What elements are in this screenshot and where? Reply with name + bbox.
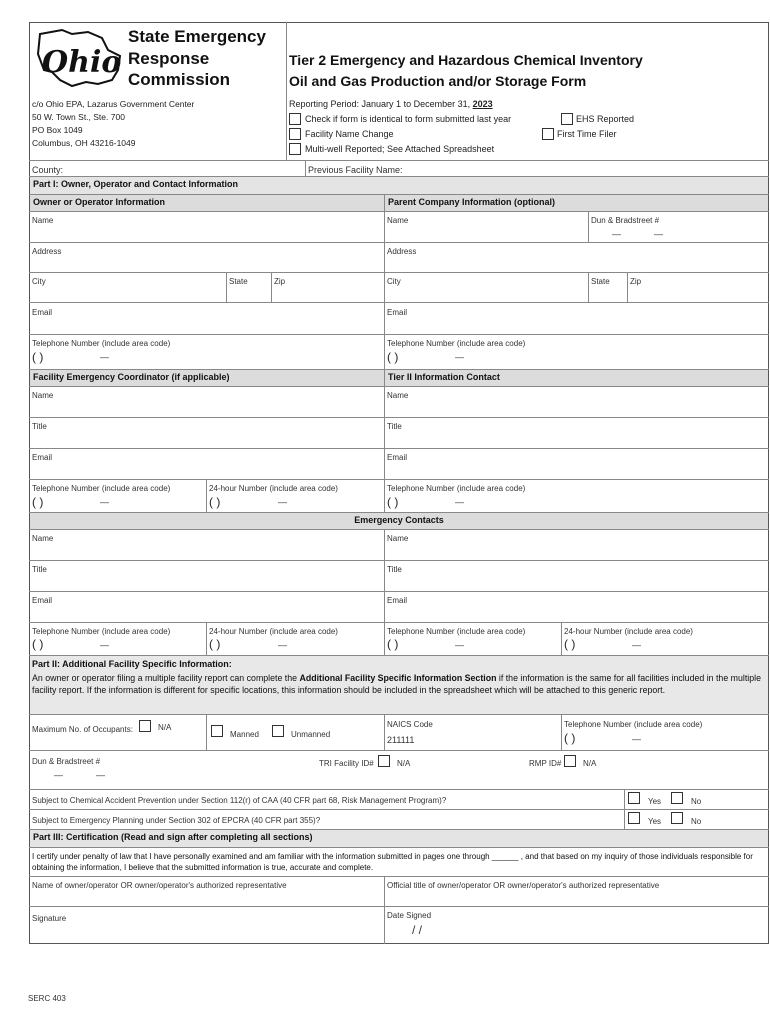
- parent-zip-label: Zip: [630, 277, 642, 286]
- county-label: County:: [32, 165, 64, 175]
- parent-state-label: State: [591, 277, 610, 286]
- owner-name-label: Name: [32, 216, 54, 225]
- naics-label: NAICS Code: [387, 720, 433, 729]
- logo-text: Ohio: [42, 45, 122, 80]
- identical-label: Check if form is identical to form submitted last year: [305, 114, 512, 124]
- emergency1-name-label: Name: [32, 534, 54, 543]
- tri-na-checkbox[interactable]: [378, 755, 390, 767]
- manned-label: Manned: [230, 730, 259, 739]
- tri-label: TRI Facility ID#: [319, 759, 374, 768]
- parent-dun-label: Dun & Bradstreet #: [591, 216, 660, 225]
- part2-phone-label: Telephone Number (include area code): [564, 720, 703, 729]
- parent-header: Parent Company Information (optional): [385, 195, 768, 211]
- manned-checkbox[interactable]: [211, 725, 223, 737]
- caa-no-checkbox[interactable]: [671, 792, 683, 804]
- part2-title: Part II: Additional Facility Specific Information:: [32, 659, 232, 669]
- rmp-na-checkbox[interactable]: [564, 755, 576, 767]
- address-line3: PO Box 1049: [32, 125, 83, 135]
- name-change-checkbox[interactable]: [289, 128, 301, 140]
- form-number: SERC 403: [28, 994, 66, 1003]
- owner-state-label: State: [229, 277, 248, 286]
- previous-name-label: Previous Facility Name:: [308, 165, 403, 175]
- seal-line3: Commission: [128, 70, 231, 89]
- ehs-label: EHS Reported: [576, 114, 635, 124]
- date-signed-label: Date Signed: [387, 911, 432, 920]
- first-time-label: First Time Filer: [557, 129, 617, 139]
- owner-header: Owner or Operator Information: [30, 195, 384, 211]
- multiwell-checkbox[interactable]: [289, 143, 301, 155]
- emergency2-name-label: Name: [387, 534, 409, 543]
- coordinator-24h-label: 24-hour Number (include area code): [209, 484, 338, 493]
- official-title-label: Official title of owner/operator OR owner/operator's authorized representative: [387, 881, 660, 890]
- multiwell-label: Multi-well Reported; See Attached Spreadsheet: [305, 144, 495, 154]
- emergency2-phone-label: Telephone Number (include area code): [387, 627, 526, 636]
- unmanned-label: Unmanned: [291, 730, 331, 739]
- ehs-checkbox[interactable]: [561, 113, 573, 125]
- ohio-logo: [32, 26, 127, 92]
- coordinator-phone-label: Telephone Number (include area code): [32, 484, 171, 493]
- form-title-2: Oil and Gas Production and/or Storage Form: [289, 73, 587, 89]
- caa-yes-checkbox[interactable]: [628, 792, 640, 804]
- max-occupants-label: Maximum No. of Occupants:: [32, 725, 133, 734]
- emergency2-title-label: Title: [387, 565, 402, 574]
- naics-value[interactable]: 211111: [387, 735, 415, 745]
- coordinator-name-label: Name: [32, 391, 54, 400]
- seal-line1: State Emergency: [128, 27, 266, 46]
- emergency-contacts-header: Emergency Contacts: [30, 513, 768, 529]
- emergency2-24h-label: 24-hour Number (include area code): [564, 627, 693, 636]
- tier2-title-label: Title: [387, 422, 402, 431]
- reporting-period: Reporting Period: January 1 to December 31, 2023: [289, 99, 493, 109]
- certification-text: I certify under penalty of law that I have personally examined and am familiar with the information submitted in pages one through ______ , and that based on my inquiry of those individuals responsible for obtaining the information, I believe that the submitted information is true, accurate and complete.: [32, 852, 753, 872]
- emergency2-email-label: Email: [387, 596, 408, 605]
- rmp-label: RMP ID#: [529, 759, 562, 768]
- owner-email-label: Email: [32, 308, 53, 317]
- emergency1-email-label: Email: [32, 596, 53, 605]
- form-title-1: Tier 2 Emergency and Hazardous Chemical Inventory: [289, 52, 643, 68]
- signature-label: Signature: [32, 914, 67, 923]
- parent-email-label: Email: [387, 308, 408, 317]
- date-slashes[interactable]: / /: [412, 923, 423, 937]
- caa-question: Subject to Chemical Accident Prevention under Section 112(r) of CAA (40 CFR part 68, Risk Management Program)?: [32, 796, 447, 805]
- part1-title: Part I: Owner, Operator and Contact Information: [30, 177, 768, 194]
- address-line1: c/o Ohio EPA, Lazarus Government Center: [32, 99, 195, 109]
- epcra-yes-checkbox[interactable]: [628, 812, 640, 824]
- part3-title: Part III: Certification (Read and sign after completing all sections): [30, 830, 768, 847]
- first-time-checkbox[interactable]: [542, 128, 554, 140]
- tier2-name-label: Name: [387, 391, 409, 400]
- coordinator-title-label: Title: [32, 422, 47, 431]
- emergency1-24h-label: 24-hour Number (include area code): [209, 627, 338, 636]
- seal-line2: Response: [128, 49, 210, 68]
- tier2-email-label: Email: [387, 453, 408, 462]
- coordinator-header: Facility Emergency Coordinator (if applicable): [30, 370, 384, 386]
- parent-city-label: City: [387, 277, 401, 286]
- epcra-question: Subject to Emergency Planning under Section 302 of EPCRA (40 CFR part 355)?: [32, 816, 321, 825]
- owner-phone-label: Telephone Number (include area code): [32, 339, 171, 348]
- representative-name-label: Name of owner/operator OR owner/operator's authorized representative: [32, 881, 287, 890]
- emergency1-title-label: Title: [32, 565, 47, 574]
- parent-phone-label: Telephone Number (include area code): [387, 339, 526, 348]
- tier2-contact-header: Tier II Information Contact: [385, 370, 768, 386]
- address-line2: 50 W. Town St., Ste. 700: [32, 112, 125, 122]
- owner-city-label: City: [32, 277, 46, 286]
- tier2-phone-label: Telephone Number (include area code): [387, 484, 526, 493]
- identical-checkbox[interactable]: [289, 113, 301, 125]
- address-line4: Columbus, OH 43216-1049: [32, 138, 136, 148]
- owner-address-label: Address: [32, 247, 62, 256]
- coordinator-email-label: Email: [32, 453, 53, 462]
- parent-address-label: Address: [387, 247, 417, 256]
- owner-zip-label: Zip: [274, 277, 286, 286]
- unmanned-checkbox[interactable]: [272, 725, 284, 737]
- part2-paragraph: An owner or operator filing a multiple facility report can complete the Additional Facility Specific Information Section if the information is the same for all facilities included in the multiple facility report. If the information is different for specific locations, this information should be included in the spreadsheet which will be attached to this generic report.: [32, 673, 761, 695]
- part2-dun-label: Dun & Bradstreet #: [32, 757, 101, 766]
- name-change-label: Facility Name Change: [305, 129, 394, 139]
- reporting-year: 2023: [472, 99, 493, 109]
- occupants-na-checkbox[interactable]: [139, 720, 151, 732]
- parent-name-label: Name: [387, 216, 409, 225]
- epcra-no-checkbox[interactable]: [671, 812, 683, 824]
- emergency1-phone-label: Telephone Number (include area code): [32, 627, 171, 636]
